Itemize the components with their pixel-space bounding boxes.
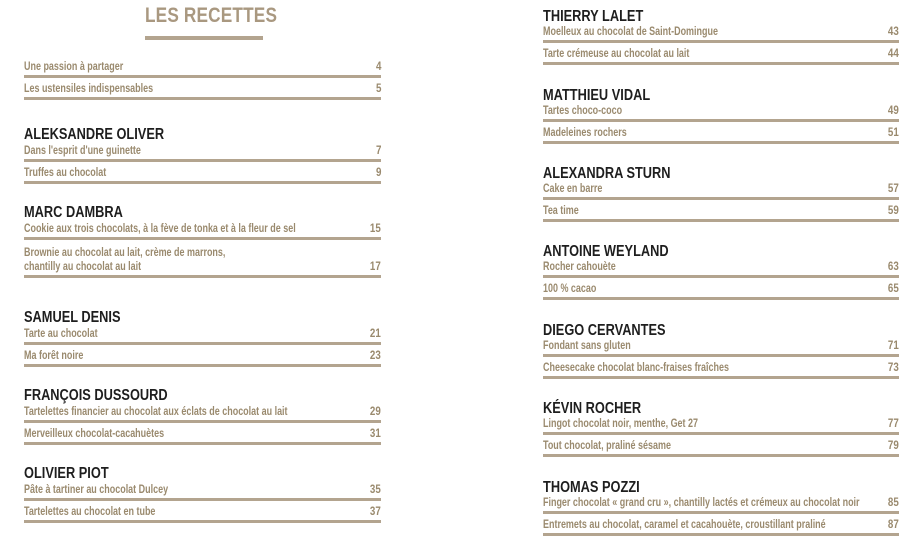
entry-title: Fondant sans gluten: [543, 340, 631, 352]
entry-rule: [24, 442, 381, 445]
entry-page: 43: [888, 26, 899, 38]
entry-rule: [24, 520, 381, 523]
entry-title: Ma forêt noire: [24, 350, 84, 362]
toc-entry[interactable]: [24, 507, 381, 523]
entry-title: Cookie aux trois chocolats, à la fève de tonka et à la fleur de sel: [24, 223, 296, 235]
chef-name: ANTOINE WEYLAND: [543, 243, 669, 260]
entry-rule: [543, 197, 899, 200]
entry-page: 35: [370, 484, 381, 496]
entry-rule: [24, 275, 381, 278]
entry-page: 73: [888, 362, 899, 374]
entry-title: Moelleux au chocolat de Saint-Domingue: [543, 26, 718, 38]
entry-page: 63: [888, 261, 899, 273]
toc-entry[interactable]: [543, 520, 899, 536]
entry-title: Cake en barre: [543, 183, 603, 195]
entry-title: Lingot chocolat noir, menthe, Get 27: [543, 418, 699, 430]
chef-name: MARC DAMBRA: [24, 204, 123, 221]
entry-page: 59: [888, 205, 899, 217]
entry-rule: [543, 376, 899, 379]
entry-title: Tout chocolat, praliné sésame: [543, 440, 671, 452]
entry-page: 51: [888, 127, 899, 139]
entry-rule: [543, 533, 899, 536]
entry-title: Dans l'esprit d'une guinette: [24, 145, 141, 157]
entry-rule: [543, 40, 899, 43]
entry-title: Cheesecake chocolat blanc-fraises fraîches: [543, 362, 729, 374]
entry-page: 5: [375, 83, 381, 95]
entry-rule: [543, 275, 899, 278]
toc-entry[interactable]: [543, 441, 899, 457]
entry-page: 7: [375, 145, 381, 157]
entry-rule: [543, 454, 899, 457]
toc-entry[interactable]: [543, 206, 899, 222]
entry-rule: [24, 159, 381, 162]
entry-title: Rocher cahouète: [543, 261, 616, 273]
entry-page: 17: [370, 261, 381, 273]
toc-entry[interactable]: [543, 106, 899, 122]
entry-page: 29: [370, 406, 381, 418]
page-title: LES RECETTES: [145, 4, 278, 27]
entry-title: Entremets au chocolat, caramel et cacahouète, croustillant praliné: [543, 519, 826, 531]
toc-entry[interactable]: [543, 284, 899, 300]
entry-rule: [24, 498, 381, 501]
entry-rule: [24, 97, 381, 100]
toc-entry[interactable]: [543, 184, 899, 200]
chef-name: SAMUEL DENIS: [24, 309, 121, 326]
entry-title: Merveilleux chocolat-cacahuètes: [24, 428, 165, 440]
toc-entry[interactable]: [543, 498, 899, 514]
entry-title: Truffes au chocolat: [24, 167, 107, 179]
toc-entry[interactable]: [543, 49, 899, 65]
entry-title: Tartelettes au chocolat en tube: [24, 506, 156, 518]
entry-page: 71: [888, 340, 899, 352]
entry-title: Tartes choco-coco: [543, 105, 623, 117]
entry-rule: [543, 62, 899, 65]
entry-rule: [24, 342, 381, 345]
toc-entry[interactable]: [24, 84, 381, 100]
toc-entry[interactable]: [24, 62, 381, 78]
chef-name: FRANÇOIS DUSSOURD: [24, 387, 168, 404]
toc-entry[interactable]: [543, 419, 899, 435]
entry-title-line1: Brownie au chocolat au lait, crème de marrons,: [24, 247, 226, 259]
entry-page: 21: [370, 328, 381, 340]
toc-entry[interactable]: [24, 146, 381, 162]
entry-page: 65: [888, 283, 899, 295]
toc-entry[interactable]: [543, 27, 899, 43]
chef-name: ALEKSANDRE OLIVER: [24, 126, 165, 143]
toc-entry[interactable]: [24, 329, 381, 345]
entry-rule: [543, 219, 899, 222]
chef-name: DIEGO CERVANTES: [543, 322, 666, 339]
entry-page: 85: [888, 497, 899, 509]
entry-title: Tarte au chocolat: [24, 328, 98, 340]
chef-name: THOMAS POZZI: [543, 479, 640, 496]
entry-page: 44: [888, 48, 899, 60]
entry-rule: [24, 181, 381, 184]
toc-entry[interactable]: [543, 128, 899, 144]
entry-rule: [543, 119, 899, 122]
chef-name: OLIVIER PIOT: [24, 465, 109, 482]
entry-title: 100 % cacao: [543, 283, 597, 295]
entry-page: 9: [375, 167, 381, 179]
entry-rule: [543, 297, 899, 300]
entry-page: 87: [888, 519, 899, 531]
entry-page: 77: [888, 418, 899, 430]
entry-rule: [543, 354, 899, 357]
entry-page: 31: [370, 428, 381, 440]
toc-entry[interactable]: [24, 246, 381, 278]
entry-title: Tarte crémeuse au chocolat au lait: [543, 48, 690, 60]
chef-name: THIERRY LALET: [543, 8, 644, 25]
toc-entry[interactable]: [24, 351, 381, 367]
toc-entry[interactable]: [543, 341, 899, 357]
toc-entry[interactable]: [24, 168, 381, 184]
entry-page: 15: [370, 223, 381, 235]
entry-rule: [24, 364, 381, 367]
entry-title: Une passion à partager: [24, 61, 124, 73]
chef-name: ALEXANDRA STURN: [543, 165, 671, 182]
toc-entry[interactable]: [24, 429, 381, 445]
entry-rule: [24, 420, 381, 423]
entry-title-line2: chantilly au chocolat au lait: [24, 261, 142, 273]
toc-entry[interactable]: [24, 485, 381, 501]
toc-entry[interactable]: [543, 262, 899, 278]
entry-title: Tartelettes financier au chocolat aux éclats de chocolat au lait: [24, 406, 288, 418]
toc-entry[interactable]: [543, 363, 899, 379]
entry-page: 23: [370, 350, 381, 362]
toc-entry[interactable]: [24, 407, 381, 423]
entry-page: 57: [888, 183, 899, 195]
entry-page: 49: [888, 105, 899, 117]
entry-page: 4: [375, 61, 381, 73]
entry-title: Madeleines rochers: [543, 127, 627, 139]
entry-rule: [543, 511, 899, 514]
title-underline: [145, 36, 263, 40]
chef-name: MATTHIEU VIDAL: [543, 87, 651, 104]
entry-title: Pâte à tartiner au chocolat Dulcey: [24, 484, 169, 496]
entry-page: 79: [888, 440, 899, 452]
entry-title: Finger chocolat « grand cru », chantilly lactés et crémeux au chocolat noir: [543, 497, 860, 509]
entry-rule: [543, 141, 899, 144]
entry-rule: [24, 237, 381, 240]
chef-name: KÉVIN ROCHER: [543, 400, 642, 417]
entry-title: Les ustensiles indispensables: [24, 83, 154, 95]
entry-page: 37: [370, 506, 381, 518]
entry-rule: [24, 75, 381, 78]
entry-title: Tea time: [543, 205, 579, 217]
toc-entry[interactable]: [24, 224, 381, 240]
entry-rule: [543, 432, 899, 435]
